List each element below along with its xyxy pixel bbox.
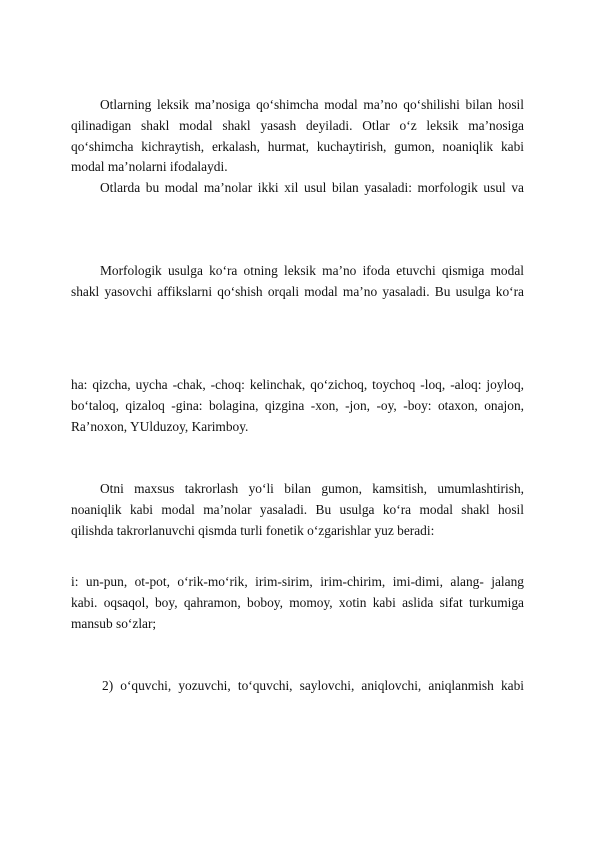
text-line: qilishda takrorlanuvchi qismda turli fonetik o‘zgarishlar yuz beradi: [71,522,435,538]
text-line: kabi. oqsaqol, boy, qahramon, boboy, momoy, xotin kabi aslida sifat turkumiga [71,594,524,610]
paragraph-2 [71,178,524,199]
paragraph-3 [71,261,524,303]
text-line: modal ma’nolarni ifodalaydi. [71,159,228,175]
text-line: Otlarning leksik ma’nosiga qo‘shimcha modal ma’no qo‘shilishi bilan hosil [100,97,524,112]
text-line: i: un-pun, ot-pot, o‘rik-mo‘rik, irim-sirim, irim-chirim, imi-dimi, alang- jalang [71,574,524,589]
paragraph-7 [71,676,524,697]
text-line: mansub so‘zlar; [71,615,157,631]
text-line: 2) o‘quvchi, yozuvchi, to‘quvchi, saylovchi, aniqlovchi, aniqlanmish kabi [102,678,524,693]
text-line: ha: qizcha, uycha -chak, -choq: kelinchak, qo‘zichoq, toychoq -loq, -aloq: joyloq, [71,377,524,392]
text-line: Otni maxsus takrorlash yo‘li bilan gumon, kamsitish, umumlashtirish, [100,481,524,496]
text-line: shakl yasovchi affikslarni qo‘shish orqali modal ma’no yasaladi. Bu usulga ko‘ra [71,283,524,299]
paragraph-1 [71,95,524,178]
text-line: bo‘taloq, qizaloq -gina: bolagina, qizgina -xon, -jon, -oy, -boy: otaxon, onajon, [71,397,524,413]
text-line: Otlarda bu modal ma’nolar ikki xil usul bilan yasaladi: morfologik usul va [100,180,524,195]
text-line: Ra’noxon, YUlduzoy, Karimboy. [71,418,249,434]
text-line: qo‘shimcha kichraytish, erkalash, hurmat, kuchaytirish, gumon, noaniqlik kabi [71,138,524,154]
paragraph-6 [71,572,524,634]
paragraph-5 [71,479,524,541]
text-line: noaniqlik kabi modal ma’nolar yasaladi. Bu usulga ko‘ra modal shakl hosil [71,501,524,517]
text-line: qilinadigan shakl modal shakl yasash deyiladi. Otlar o‘z leksik ma’nosiga [71,117,524,133]
text-line: Morfologik usulga ko‘ra otning leksik ma’no ifoda etuvchi qismiga modal [100,263,524,278]
paragraph-4 [71,375,524,437]
